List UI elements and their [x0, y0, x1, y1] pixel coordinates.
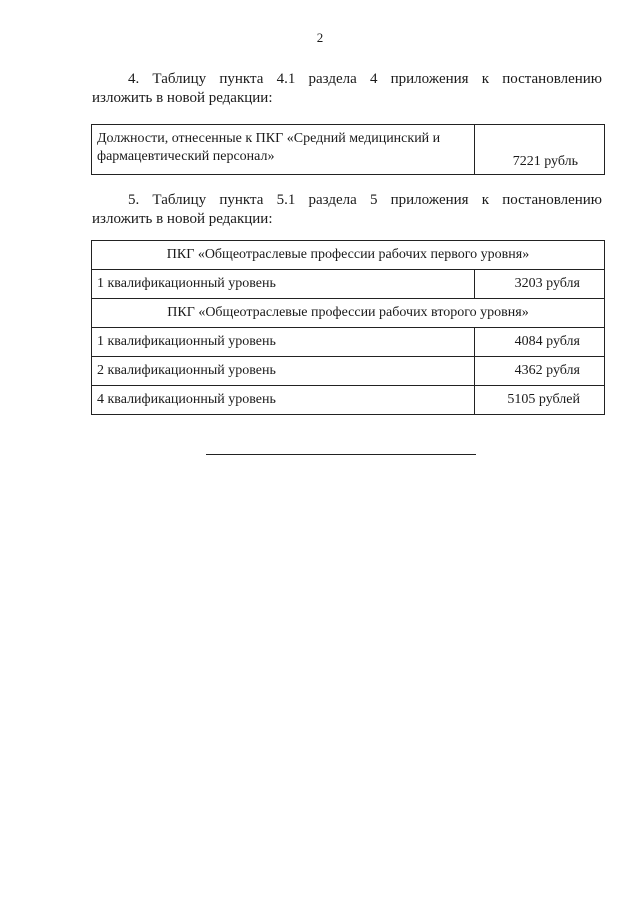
group-header-first-level: ПКГ «Общеотраслевые профессии рабочих первого уровня»: [92, 241, 605, 270]
table-row: [92, 270, 605, 299]
position-label-line-2: фармацевтический персонал»: [97, 149, 275, 164]
group-header-row: [92, 299, 605, 328]
position-cell: [92, 125, 475, 175]
amount-cell: 3203 рубля: [475, 270, 605, 299]
table-row: [92, 125, 605, 175]
paragraph-5-line-2: изложить в новой редакции:: [92, 211, 273, 227]
level-cell: 1 квалификационный уровень: [92, 270, 475, 299]
page-number: 2: [316, 30, 324, 45]
table-4-1: [91, 124, 605, 175]
closing-rule: [206, 454, 476, 455]
paragraph-4-line-2: изложить в новой редакции:: [92, 90, 273, 106]
table-row: [92, 386, 605, 415]
paragraph-5-line-1: 5. Таблицу пункта 5.1 раздела 5 приложения к постановлению: [128, 192, 602, 208]
amount-cell: 7221 рубль: [475, 125, 605, 175]
level-cell: 2 квалификационный уровень: [92, 357, 475, 386]
amount-cell: 4084 рубля: [475, 328, 605, 357]
paragraph-5: [92, 191, 602, 229]
group-header-row: [92, 241, 605, 270]
level-cell: 1 квалификационный уровень: [92, 328, 475, 357]
amount-cell: 5105 рублей: [475, 386, 605, 415]
amount-cell: 4362 рубля: [475, 357, 605, 386]
position-label-line-1: Должности, отнесенные к ПКГ «Средний медицинский и: [97, 131, 441, 146]
paragraph-4-line-1: 4. Таблицу пункта 4.1 раздела 4 приложения к постановлению: [128, 71, 602, 87]
table-5-1: [91, 240, 605, 415]
level-cell: 4 квалификационный уровень: [92, 386, 475, 415]
table-row: [92, 328, 605, 357]
group-header-second-level: ПКГ «Общеотраслевые профессии рабочих второго уровня»: [92, 299, 605, 328]
table-row: [92, 357, 605, 386]
paragraph-4: [92, 70, 602, 108]
